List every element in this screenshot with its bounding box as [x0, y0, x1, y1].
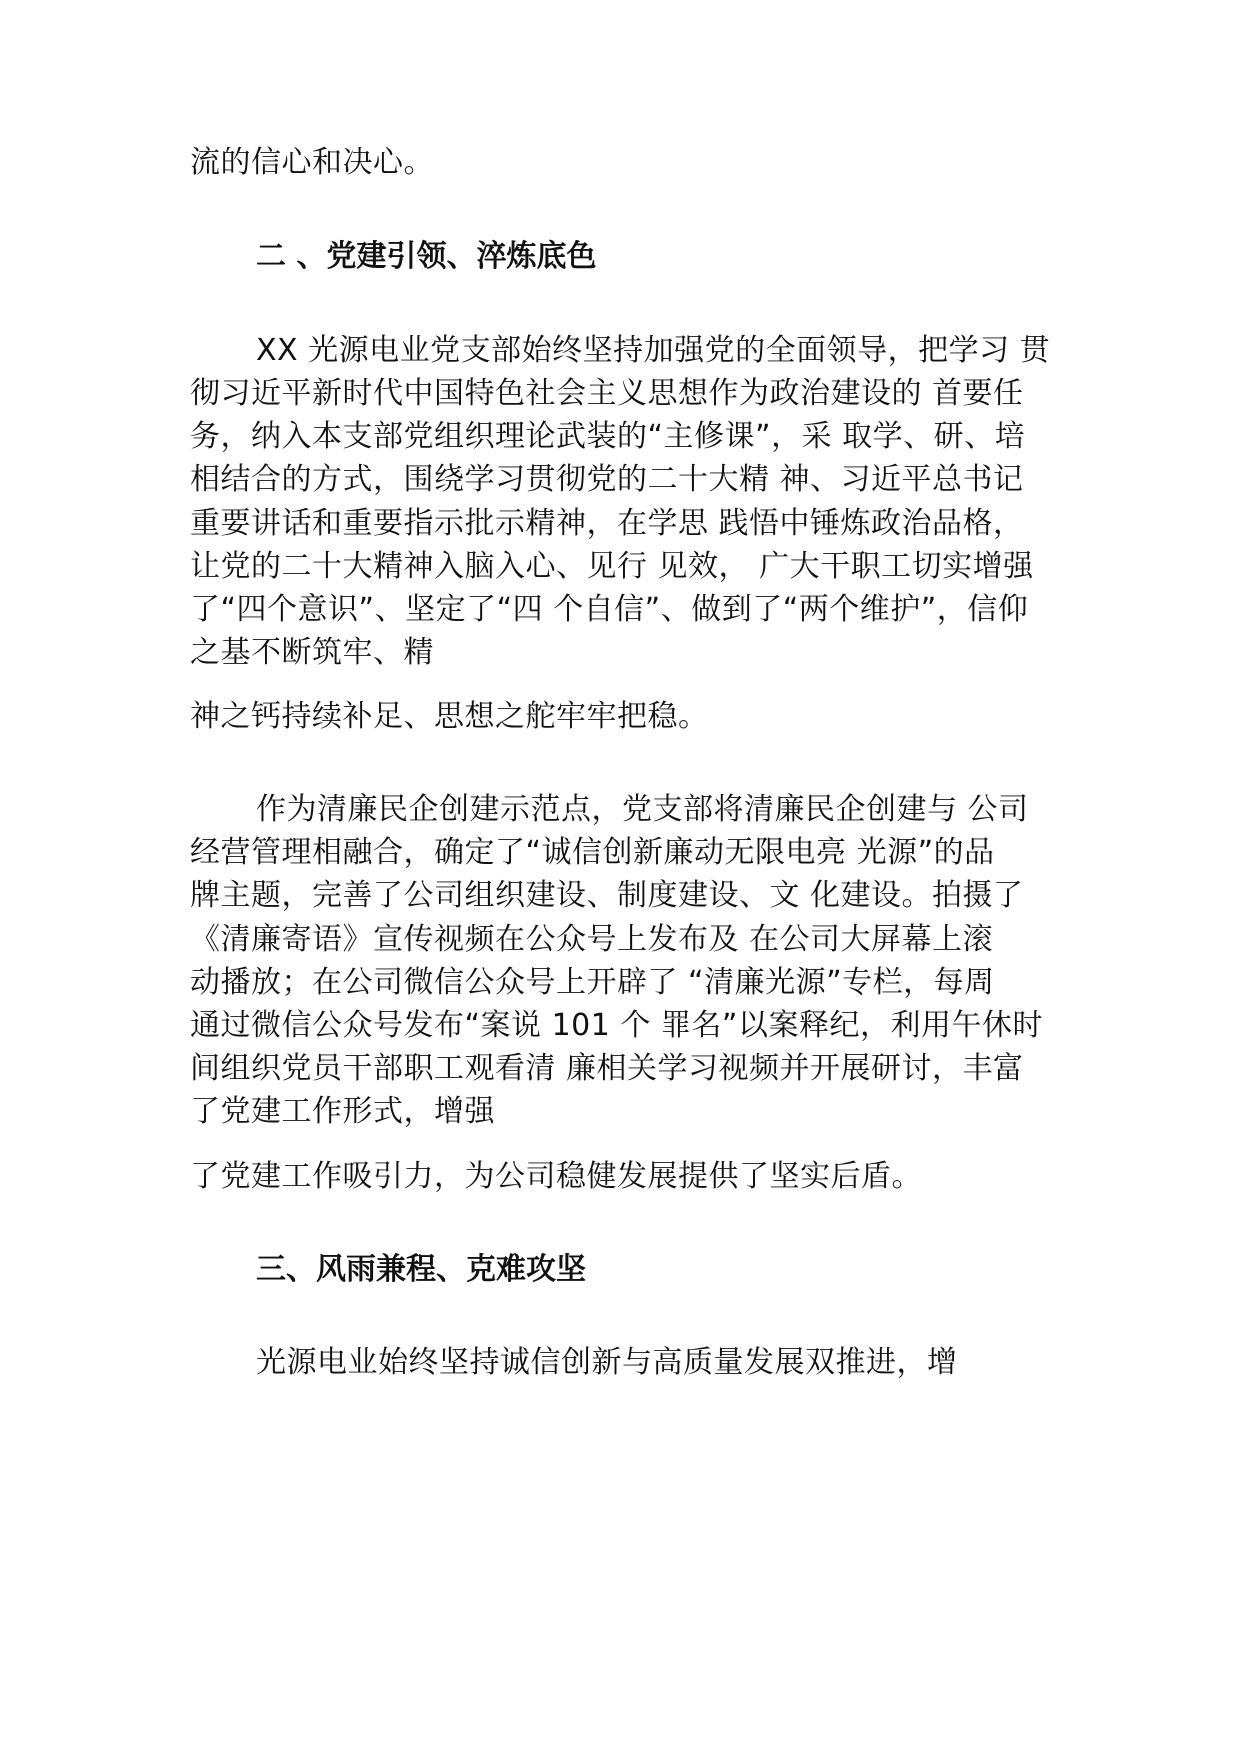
paragraph-line: 牌主题，完善了公司组织建设、制度建设、文 化建设。拍摄了 — [190, 878, 1024, 913]
paragraph-line: 动播放；在公司微信公众号上开辟了 “清廉光源”专栏，每周 — [190, 965, 995, 1000]
paragraph-line: 之基不断筑牢、精 — [190, 635, 434, 670]
section-2-heading: 二 、党建引领、淬炼底色 — [256, 239, 597, 274]
intro-tail-line: 流的信心和决心。 — [190, 145, 434, 180]
section-3-heading: 三、风雨兼程、克难攻坚 — [256, 1252, 586, 1287]
paragraph-line: 彻习近平新时代中国特色社会主义思想作为政治建设的 首要任 — [190, 376, 1024, 411]
paragraph-line: 重要讲话和重要指示批示精神，在学思 践悟中锤炼政治品格， — [190, 506, 1024, 541]
paragraph-line: 间组织党员干部职工观看清 廉相关学习视频并开展研讨，丰富 — [190, 1051, 1024, 1086]
paragraph-line: 让党的二十大精神入脑入心、见行 见效， 广大干职工切实增强 — [190, 549, 1034, 584]
paragraph-line: 经营管理相融合，确定了“诚信创新廉动无限电亮 光源”的品 — [190, 835, 995, 870]
paragraph-line: 了“四个意识”、坚定了“四 个自信”、做到了“两个维护”，信仰 — [190, 592, 1029, 627]
paragraph-line: XX 光源电业党支部始终坚持加强党的全面领导，把学习 贯 — [256, 333, 1051, 368]
paragraph-line: 作为清廉民企创建示范点，党支部将清廉民企创建与 公司 — [256, 792, 1029, 827]
section-3-paragraph-1-start: 光源电业始终坚持诚信创新与高质量发展双推进，增 — [256, 1345, 958, 1380]
paragraph-line: 通过微信公众号发布“案说 101 个 罪名”以案释纪，利用午休时 — [190, 1008, 1043, 1043]
paragraph-line: 《清廉寄语》宣传视频在公众号上发布及 在公司大屏幕上滚 — [190, 922, 994, 957]
section-2-paragraph-2-tail: 了党建工作吸引力，为公司稳健发展提供了坚实后盾。 — [190, 1159, 922, 1194]
section-2-paragraph-1-tail: 神之钙持续补足、思想之舵牢牢把稳。 — [190, 699, 709, 734]
paragraph-line: 务，纳入本支部党组织理论武装的“主修课”，采 取学、研、培 — [190, 419, 1026, 454]
paragraph-line: 了党建工作形式，增强 — [190, 1094, 495, 1129]
paragraph-line: 相结合的方式，围绕学习贯彻党的二十大精 神、习近平总书记 — [190, 462, 1024, 497]
